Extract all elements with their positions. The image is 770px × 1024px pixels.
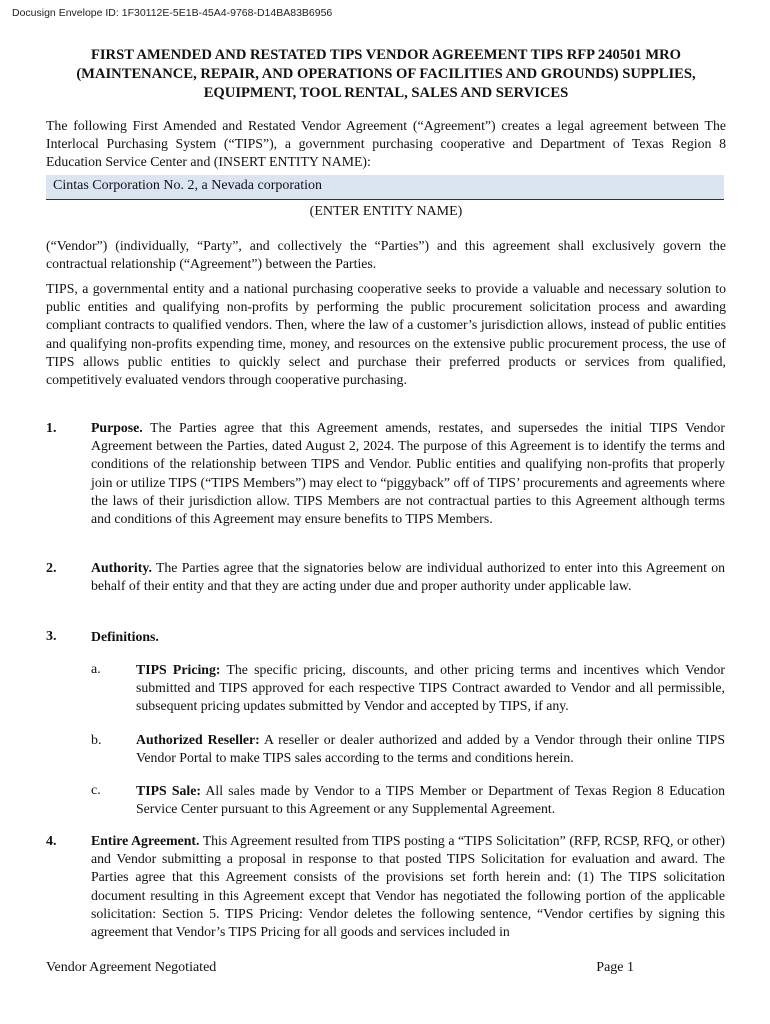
section-definitions (91, 628, 725, 646)
section-text: This Agreement resulted from TIPS posting a “TIPS Solicitation” (RFP, RCSP, RFQ, or other) and Vendor submitting a proposal in response to that posted TIPS Solicitation for evaluation and award. The Parties agree that this Agreement consists of the provisions set forth herein and: (1) The TIPS solicitation document resulting in this Agreement except that Vendor has negotiated the following portion of the applicable solicitation: Section 5. TIPS Pricing: Vendor deletes the following sentence, “Vendor certifies by signing this agreement that Vendor’s TIPS Pricing for all goods and services included in (91, 833, 726, 940)
entity-name-field[interactable] (46, 175, 724, 200)
definition-text: The specific pricing, discounts, and other pricing terms and incentives which Vendor submitted and TIPS approved for each respective TIPS Contract awarded to Vendor and all permissible, subsequent pricing updates submitted by Vendor and accepted by TIPS, if any. (136, 662, 725, 714)
section-label: Authority. (91, 560, 152, 575)
intro-paragraph: The following First Amended and Restated Vendor Agreement (“Agreement”) creates a legal agreement between The Interlocal Purchasing System (“TIPS”), a government purchasing cooperative and Department of Texas Region 8 Education Service Center and (INSERT ENTITY NAME): (46, 118, 726, 170)
definition-label: Authorized Reseller: (136, 732, 260, 747)
section-number: 2. (46, 561, 57, 576)
definition-text: A reseller or dealer authorized and added by a Vendor through their online TIPS Vendor Portal to make TIPS sales according to the terms and conditions herein. (136, 732, 726, 766)
title-line: EQUIPMENT, TOOL RENTAL, SALES AND SERVICES (203, 85, 569, 101)
definition-letter: c. (91, 783, 101, 798)
definition-letter: a. (91, 662, 101, 677)
section-entire-agreement (91, 832, 725, 941)
vendor-paragraph: (“Vendor”) (individually, “Party”, and collectively the “Parties”) and this agreement shall exclusively govern the contractual relationship (“Agreement”) between the Parties. (46, 238, 726, 272)
section-purpose (91, 419, 725, 528)
title-line: (MAINTENANCE, REPAIR, AND OPERATIONS OF FACILITIES AND GROUNDS) SUPPLIES, (76, 66, 696, 82)
section-number: 1. (46, 421, 57, 436)
definition-label: TIPS Pricing: (136, 662, 221, 677)
envelope-id: Docusign Envelope ID: 1F30112E-5E1B-45A4-9768-D14BA83B6956 (12, 7, 333, 19)
section-label: Purpose. (91, 420, 143, 435)
footer-page-number: Page 1 (596, 960, 634, 975)
section-number: 3. (46, 629, 57, 644)
entity-name-caption: (ENTER ENTITY NAME) (309, 204, 463, 219)
section-number: 4. (46, 834, 57, 849)
section-label: Entire Agreement. (91, 833, 200, 848)
section-text: The Parties agree that the signatories below are individual authorized to enter into this Agreement on behalf of their entity and that they are acting under due and proper authority under applicable law. (91, 560, 725, 594)
tips-paragraph: TIPS, a governmental entity and a national purchasing cooperative seeks to provide a valuable and necessary solution to public entities and qualifying non-profits by performing the public procurement solicitation process and awarding compliant contracts to qualified vendors. Then, where the law of a customer’s jurisdiction allows, instead of public entities and qualifying non-profits expending time, money, and resources on the extensive public procurement process, the use of TIPS allows public entities to quickly select and purchase their preferred products or services from qualified, competitively evaluated vendors through cooperative purchasing. (46, 281, 726, 388)
definition-label: TIPS Sale: (136, 783, 201, 798)
entity-name-value: Cintas Corporation No. 2, a Nevada corporation (53, 178, 323, 193)
definition-letter: b. (91, 733, 102, 748)
document-title (46, 46, 726, 103)
definition-tips-pricing (136, 661, 725, 716)
section-text: The Parties agree that this Agreement amends, restates, and supersedes the initial TIPS Vendor Agreement between the Parties, dated August 2, 2024. The purpose of this Agreement is to identify the terms and conditions of the relationship between TIPS and Vendor. Public entities and qualifying non-profits that properly join or utilize TIPS (“TIPS Members”) may elect to “piggyback” off of TIPS’ procurements and agreements where the laws of their jurisdiction allow. TIPS Members are not contractual parties to this Agreement although terms and conditions of this Agreement may ensure benefits to TIPS Members. (91, 420, 725, 527)
definition-tips-sale (136, 782, 725, 818)
footer-document-name: Vendor Agreement Negotiated (46, 960, 217, 975)
section-authority (91, 559, 725, 595)
section-label: Definitions. (91, 629, 159, 644)
definition-authorized-reseller (136, 731, 725, 767)
definition-text: All sales made by Vendor to a TIPS Member or Department of Texas Region 8 Education Service Center pursuant to this Agreement or any Supplemental Agreement. (136, 783, 726, 817)
title-line: FIRST AMENDED AND RESTATED TIPS VENDOR AGREEMENT TIPS RFP 240501 MRO (90, 47, 682, 63)
